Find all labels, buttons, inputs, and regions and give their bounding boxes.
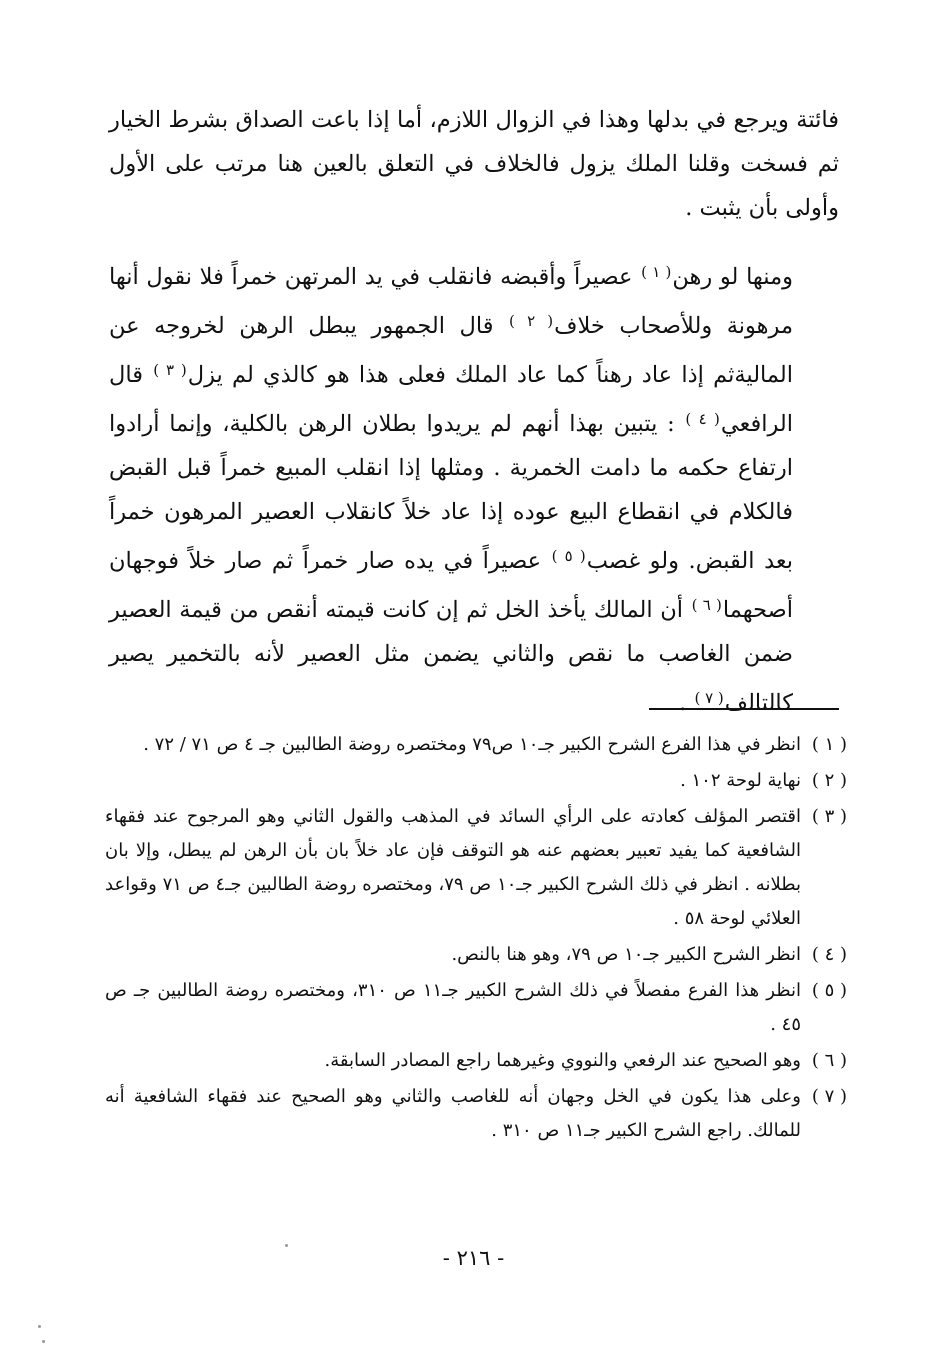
footnote-ref-2[interactable]: ( ٢ ) (509, 312, 554, 330)
paragraph-2-segment: عصيراً في يده صار خمراً ثم صار خلاً فوجهان أصحهما (109, 548, 793, 623)
paragraph-2-segment: قال الجمهور يبطل الرهن لخروجه عن الماليةثم إذا عاد رهناً كما عاد الملك فعلى هذا هو كالذي لم يزل (109, 313, 794, 388)
footnote-text: وهو الصحيح عند الرفعي والنووي وغيرهما راجع المصادر السابقة. (324, 1050, 801, 1071)
footnote-text: وعلى هذا يكون في الخل وجهان أنه للغاصب والثاني وهو الصحيح عند فقهاء الشافعية أنه للمالك. راجع الشرح الكبير جـ١١ ص ٣١٠ . (105, 1086, 801, 1141)
footnote-separator (649, 708, 839, 710)
footnote-number: ( ٤ ) (811, 944, 847, 965)
paragraph-2-segment: : يتبين بهذا أنهم لم يريدوا بطلان الرهن بالكلية، وإنما أرادوا ارتفاع حكمه ما دامت الخمرية . ومثلها إذا انقلب المبيع خمراً قبل القبض فالكلام في انقطاع البيع عوده إذا عاد خلاً كانقلاب العصير المرهون خمراً بعد القبض. ولو غصب (109, 411, 794, 574)
footnote-number: ( ٢ ) (811, 770, 847, 791)
footnotes-section (105, 728, 847, 1148)
footnote-ref-7[interactable]: ( ٧ ) (694, 689, 724, 707)
footnote-text: انظر هذا الفرع مفصلاً في ذلك الشرح الكبير جـ١١ ص ٣١٠، ومختصره روضة الطالبين جـ ص ٤٥ . (105, 980, 801, 1035)
footnote-ref-6[interactable]: ( ٦ ) (691, 596, 722, 614)
footnote-ref-3[interactable]: ( ٣ ) (153, 361, 187, 379)
paragraph-1: فائتة ويرجع في بدلها وهذا في الزوال اللازم، أما إذا باعت الصداق بشرط الخيار ثم فسخت وقلنا الملك يزول فالخلاف في التعلق بالعين هنا مرتب على الأول وأولى بأن يثبت . (109, 107, 839, 221)
paragraph-2-segment: قال الرافعي (109, 362, 794, 437)
footnote-number: ( ٧ ) (811, 1086, 847, 1107)
footnote-number: ( ٦ ) (811, 1050, 847, 1071)
footnote-2 (105, 764, 847, 798)
scan-speck (38, 1325, 41, 1328)
footnote-ref-4[interactable]: ( ٤ ) (685, 410, 720, 428)
paragraph-2 (109, 250, 839, 725)
scan-speck (285, 1244, 288, 1247)
paragraph-2-segment: . (679, 690, 687, 716)
paragraph-2-segment: ومنها لو رهن (672, 264, 794, 290)
footnote-4 (105, 938, 847, 972)
footnote-7 (105, 1080, 847, 1148)
footnote-text: اقتصر المؤلف كعادته على الرأي السائد في المذهب والقول الثاني وهو المرجوح عند فقهاء الشافعية كما يفيد تعبير بعضهم عنه هو التوقف فإن عاد خلاً بان بأن الرهن لم يبطل، وإلا بان بطلانه . انظر في ذلك الشرح الكبير جـ١٠ ص ٧٩، ومختصره روضة الطالبين جـ٤ ص ٧١ وقواعد العلائي لوحة ٥٨ . (105, 806, 801, 929)
footnote-ref-1[interactable]: ( ١ ) (641, 263, 672, 281)
footnote-text: انظر في هذا الفرع الشرح الكبير جـ١٠ ص٧٩ ومختصره روضة الطالبين جـ ٤ ص ٧١ / ٧٢ . (143, 734, 801, 755)
footnote-text: نهاية لوحة ١٠٢ . (680, 770, 801, 791)
scan-speck (42, 1340, 45, 1343)
footnote-text: انظر الشرح الكبير جـ١٠ ص ٧٩، وهو هنا بالنص. (451, 944, 801, 965)
paragraph-2-segment: أن المالك يأخذ الخل ثم إن كانت قيمته أنقص من قيمة العصير ضمن الغاصب ما نقص والثاني يضمن مثل العصير لأنه بالتخمير يصير كالتالف (109, 597, 793, 716)
footnote-number: ( ٣ ) (811, 806, 847, 827)
footnote-3 (105, 800, 847, 936)
footnote-ref-5[interactable]: ( ٥ ) (551, 547, 586, 565)
paragraph-2-segment: عصيراً وأقبضه فانقلب في يد المرتهن خمراً فلا نقول أنها مرهونة وللأصحاب خلاف (109, 264, 794, 339)
footnote-number: ( ١ ) (811, 734, 847, 755)
footnote-number: ( ٥ ) (811, 980, 847, 1001)
footnote-5 (105, 974, 847, 1042)
footnote-6 (105, 1044, 847, 1078)
page-number: - ٢١٦ - (442, 1246, 505, 1270)
main-text-body (109, 98, 839, 725)
footnote-1 (105, 728, 847, 762)
